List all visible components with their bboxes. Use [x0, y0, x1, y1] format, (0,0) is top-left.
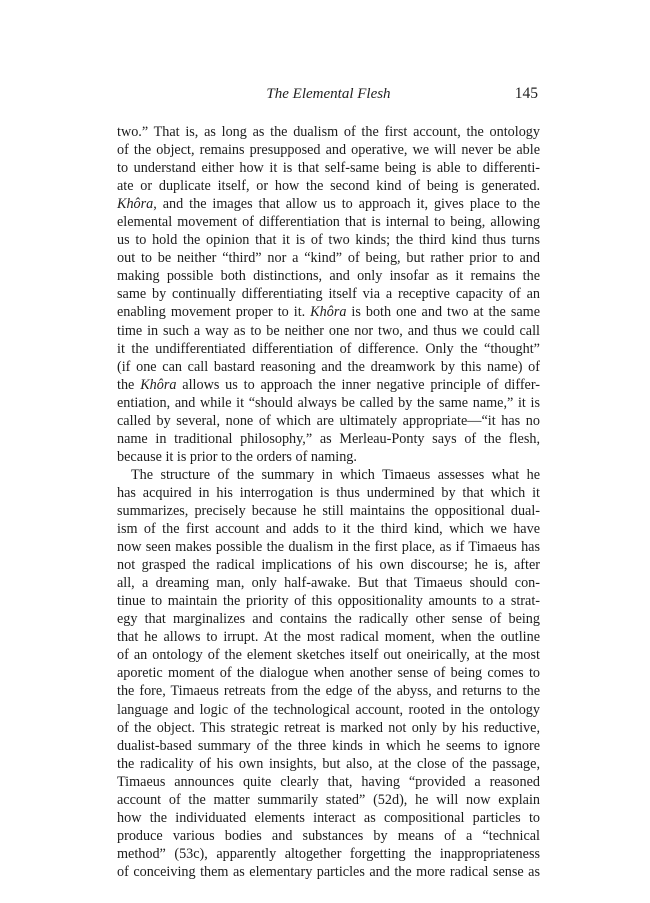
paragraph [117, 123, 540, 466]
text-run: name in traditional philosophy,” as Merleau-Ponty says of the flesh, [117, 430, 540, 447]
text-line [117, 340, 540, 358]
text-run: the [117, 376, 141, 393]
text-run: enabling movement proper to it. [117, 304, 311, 321]
text-line [117, 430, 540, 448]
italic-term: Khôra [140, 376, 177, 393]
text-run: two.” That is, as long as the dualism of the first account, the ontology [117, 124, 540, 140]
text-run: us to hold the opinion that it is of two kinds; the third kind thus turns [117, 232, 540, 249]
text-line [117, 556, 540, 574]
text-run: of the object, remains presupposed and operative, we will never be able [117, 142, 540, 159]
text-run: account of the matter summarily stated” (52d), he will now explain [117, 791, 540, 808]
text-line [117, 773, 540, 791]
text-line [117, 159, 540, 177]
text-line [117, 574, 540, 592]
text-run: the radicality of his own insights, but also, at the close of the passage, [117, 755, 540, 772]
text-run: tinue to maintain the priority of this oppositionality amounts to a strat- [117, 593, 540, 610]
text-line [117, 791, 540, 809]
text-run: of an ontology of the element sketches itself out oneirically, at the most [117, 647, 540, 664]
text-run: produce various bodies and substances by means of a “technical [117, 827, 540, 844]
text-run: of conceiving them as elementary particles and the more radical sense as [117, 863, 540, 880]
text-run: to understand either how it is that self-same being is able to differenti- [117, 160, 540, 177]
text-run: elemental movement of differentiation that is internal to being, allowing [117, 214, 540, 231]
text-run: the fore, Timaeus retreats from the edge of the abyss, and returns to the [117, 683, 540, 700]
text-run: out to be neither “third” nor a “kind” of being, but rather prior to and [117, 250, 540, 267]
text-line [117, 303, 540, 321]
text-line [117, 195, 540, 213]
text-line [117, 376, 540, 394]
page-number: 145 [514, 85, 538, 102]
text-run: dualist-based summary of the three kinds in which he seems to ignore [117, 737, 540, 754]
text-run: of the object. This strategic retreat is marked not only by his reductive, [117, 719, 540, 736]
text-line [117, 610, 540, 628]
text-run: allows us to approach the inner negative principle of differ- [176, 376, 541, 393]
text-line [117, 484, 540, 502]
text-line [117, 141, 540, 159]
text-line [117, 664, 540, 682]
text-line [117, 502, 540, 520]
text-run: ism of the first account and adds to it the third kind, which we have [117, 521, 540, 538]
text-line [117, 701, 540, 719]
text-line [117, 628, 540, 646]
text-run: called by several, none of which are ultimately appropriate—“it has no [117, 412, 540, 429]
text-line [117, 737, 540, 755]
text-run: now seen makes possible the dualism in the first place, as if Timaeus has [117, 539, 540, 556]
text-line [117, 358, 540, 376]
text-line [117, 538, 540, 556]
text-run: Timaeus announces quite clearly that, having “provided a reasoned [117, 773, 540, 790]
text-line [117, 863, 540, 881]
text-run: The structure of the summary in which Timaeus assesses what he [131, 466, 540, 483]
text-run: that he allows to irrupt. At the most radical moment, when the outline [117, 629, 540, 646]
text-line [117, 809, 540, 827]
paragraph [117, 466, 540, 881]
text-run: egy that marginalizes and contains the radically other sense of being [117, 611, 540, 628]
text-line [117, 285, 540, 303]
text-run: method” (53c), apparently altogether forgetting the inappropriateness [117, 845, 540, 862]
text-line [117, 827, 540, 845]
text-line [117, 231, 540, 249]
text-line [117, 466, 540, 484]
text-line [117, 755, 540, 773]
text-line [117, 448, 540, 466]
text-line [117, 592, 540, 610]
text-run: entiation, and while it “should always be called by the same name,” it is [117, 394, 540, 411]
text-run: all, a dreaming man, only half-awake. But that Timaeus should con- [117, 575, 540, 592]
text-line [117, 322, 540, 340]
text-run: making possible both distinctions, and only insofar as it remains the [117, 268, 540, 285]
text-line [117, 123, 540, 141]
text-run: summarizes, precisely because he still maintains the oppositional dual- [117, 502, 540, 519]
text-run: time in such a way as to be neither one nor two, and thus we could call [117, 322, 540, 339]
text-line [117, 646, 540, 664]
running-title: The Elemental Flesh [266, 86, 391, 102]
text-run: ate or duplicate itself, or how the second kind of being is generated. [117, 178, 540, 195]
text-run: same by continually differentiating itself via a receptive capacity of an [117, 286, 540, 303]
text-line [117, 213, 540, 231]
text-run: aporetic moment of the dialogue when another sense of being comes to [117, 665, 540, 682]
italic-term: Khôra [310, 304, 347, 321]
text-run: it the undifferentiated differentiation of difference. Only the “thought” [117, 340, 540, 357]
text-line [117, 412, 540, 430]
text-run: , and the images that allow us to approach it, gives place to the [153, 196, 540, 213]
text-run: has acquired in his interrogation is thus undermined by that which it [117, 484, 540, 501]
text-run: because it is prior to the orders of naming. [117, 448, 357, 465]
text-run: language and logic of the technological account, rooted in the ontology [117, 701, 540, 718]
text-line [117, 682, 540, 700]
text-line [117, 719, 540, 737]
text-line [117, 177, 540, 195]
text-line [117, 249, 540, 267]
text-run: not grasped the radical implications of his own discourse; he is, after [117, 557, 540, 574]
text-run: is both one and two at the same [346, 304, 540, 321]
text-line [117, 267, 540, 285]
text-run: (if one can call bastard reasoning and the dreamwork by this name) of [117, 358, 540, 375]
italic-term: Khôra [117, 196, 154, 213]
running-head [117, 84, 540, 104]
text-run: how the individuated elements interact as compositional particles to [117, 809, 540, 826]
body-text [117, 123, 540, 881]
text-line [117, 845, 540, 863]
text-line [117, 394, 540, 412]
text-line [117, 520, 540, 538]
